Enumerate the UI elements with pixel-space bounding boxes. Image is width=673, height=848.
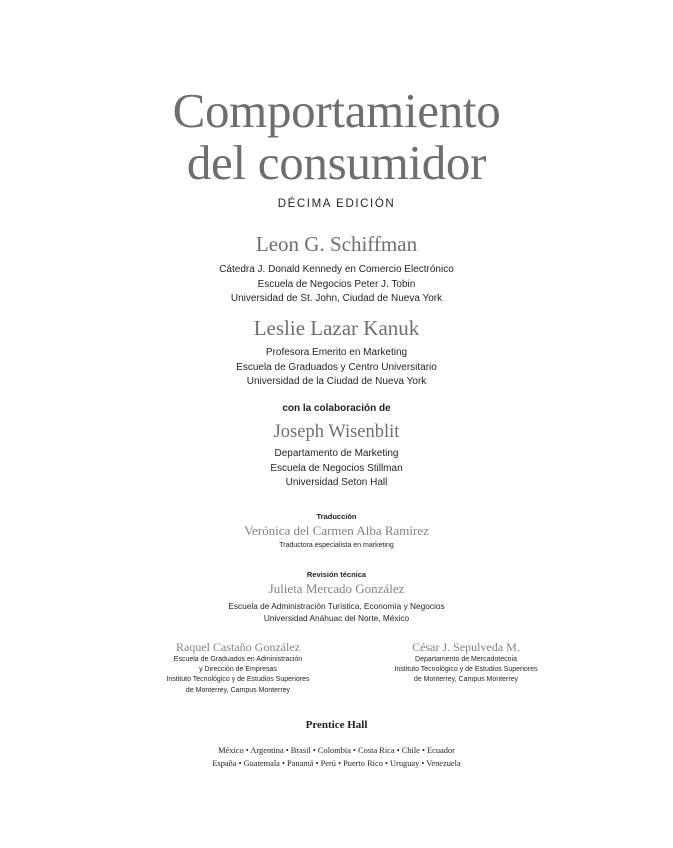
collaboration-label: con la colaboración de [282, 403, 391, 414]
publisher: Prentice Hall [305, 719, 368, 731]
countries-line: España • Guatemala • Panamá • Perú • Puerto Rico • Uruguay • Venezuela [212, 758, 461, 768]
affiliation-line: Escuela de Graduados y Centro Universitario [236, 361, 437, 373]
affiliation-line: y Dirección de Empresas [199, 666, 277, 674]
affiliation-line: Universidad de St. John, Ciudad de Nueva York [230, 293, 443, 304]
translator-name: Verónica del Carmen Alba Ramírez [244, 523, 429, 538]
affiliation-line: Escuela de Negocios Peter J. Tobin [257, 278, 416, 290]
affiliation-line: Departamento de Mercadotecnia [415, 656, 517, 663]
countries-list [0, 745, 673, 770]
affiliation-line: Universidad Seton Hall [285, 477, 388, 488]
affiliation-line: Escuela de Negocios Stillman [270, 462, 403, 474]
reviewer-affiliation [0, 601, 673, 624]
affiliation-line: Instituto Tecnológico y de Estudios Superiores [394, 666, 538, 674]
affiliation-line: de Monterrey, Campus Monterrey [185, 686, 291, 694]
author-name-kanuk: Leslie Lazar Kanuk [253, 316, 420, 340]
author-name-schiffman: Leon G. Schiffman [255, 232, 418, 256]
reviewer-right-affiliation [366, 655, 566, 686]
reviewer-left-name: Raquel Castaño González [176, 640, 300, 654]
affiliation-line: de Monterrey, Campus Monterrey [413, 676, 519, 684]
countries-line: México • Argentina • Brasil • Colombia • Costa Rica • Chile • Ecuador [218, 746, 455, 755]
author-affiliation-schiffman [0, 263, 673, 307]
title-line-1: Comportamiento [172, 83, 501, 138]
review-label: Revisión técnica [306, 570, 367, 579]
affiliation-line: Universidad de la Ciudad de Nueva York [246, 376, 427, 387]
translator-role: Traductora especialista en marketing [279, 542, 394, 549]
affiliation-line: Escuela de Administración Turística, Economía y Negocios [228, 601, 445, 611]
title-line-2: del consumidor [186, 135, 487, 190]
reviewer-left-affiliation [138, 655, 338, 696]
affiliation-line: Escuela de Graduados en Administración [173, 656, 303, 663]
reviewer-right-name: César J. Sepulveda M. [412, 640, 520, 654]
collaborator-affiliation [0, 447, 673, 491]
author-affiliation-kanuk [0, 346, 673, 390]
reviewer-name: Julieta Mercado González [268, 581, 405, 596]
affiliation-line: Cátedra J. Donald Kennedy en Comercio Electrónico [219, 264, 454, 275]
reviewer-left [138, 640, 338, 696]
collaborator-name: Joseph Wisenblit [273, 422, 400, 442]
translation-label: Traducción [316, 512, 357, 521]
affiliation-line: Instituto Tecnológico y de Estudios Superiores [166, 676, 310, 684]
affiliation-line: Departamento de Marketing [274, 448, 399, 459]
affiliation-line: Universidad Anáhuac del Norte, México [263, 612, 410, 623]
reviewer-right [366, 640, 566, 686]
affiliation-line: Profesora Emerito en Marketing [265, 347, 408, 358]
edition: DÉCIMA EDICIÓN [277, 198, 396, 210]
